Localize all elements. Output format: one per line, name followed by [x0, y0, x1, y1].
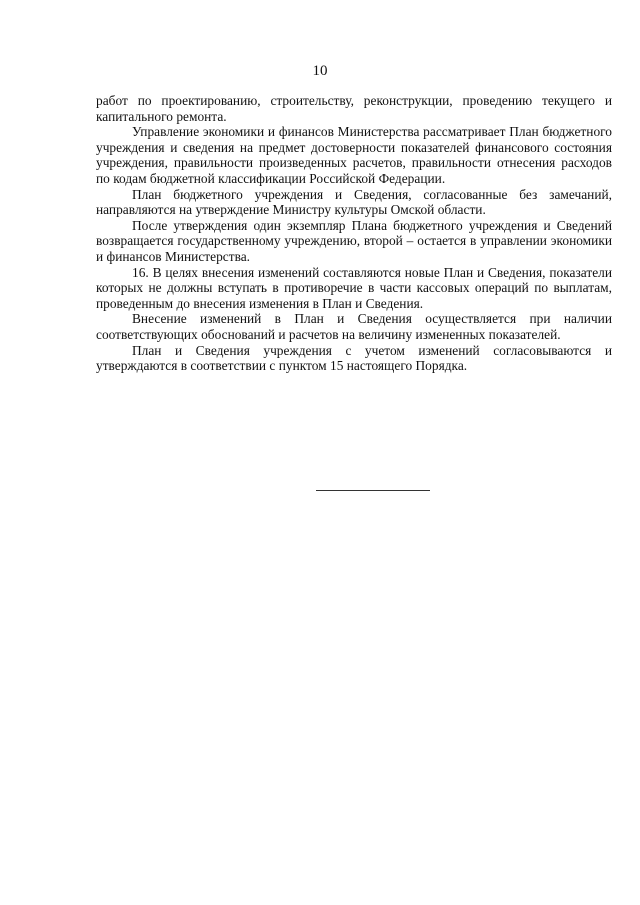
paragraph-final: План и Сведения учреждения с учетом изменений согласовываются и утверждаются в соответствии с пунктом 15 настоящего Порядка.	[96, 342, 612, 374]
end-of-document-rule	[316, 490, 430, 491]
page-number: 10	[312, 63, 328, 79]
paragraph-approval: План бюджетного учреждения и Сведения, согласованные без замечаний, направляются на утверждение Министру культуры Омской области.	[96, 186, 612, 218]
paragraph-copies: После утверждения один экземпляр Плана бюджетного учреждения и Сведений возвращается государственному учреждению, второй – остается в управлении экономики и финансов Министерства.	[96, 217, 612, 264]
paragraph-continuation: работ по проектированию, строительству, реконструкции, проведению текущего и капитального ремонта.	[96, 93, 612, 124]
paragraph-review: Управление экономики и финансов Министерства рассматривает План бюджетного учреждения и сведения на предмет достоверности показателей финансового состояния учреждения, правильности произведенных расчетов, правильности отнесения расходов по кодам бюджетной классификации Российской Федерации.	[96, 124, 612, 186]
document-body	[96, 93, 612, 374]
paragraph-item-16: 16. В целях внесения изменений составляются новые План и Сведения, показатели которых не должны вступать в противоречие в части кассовых операций по выплатам, проведенным до внесения изменения в План и Сведения.	[96, 264, 612, 311]
paragraph-changes: Внесение изменений в План и Сведения осуществляется при наличии соответствующих обоснований и расчетов на величину измененных показателей.	[96, 311, 612, 342]
